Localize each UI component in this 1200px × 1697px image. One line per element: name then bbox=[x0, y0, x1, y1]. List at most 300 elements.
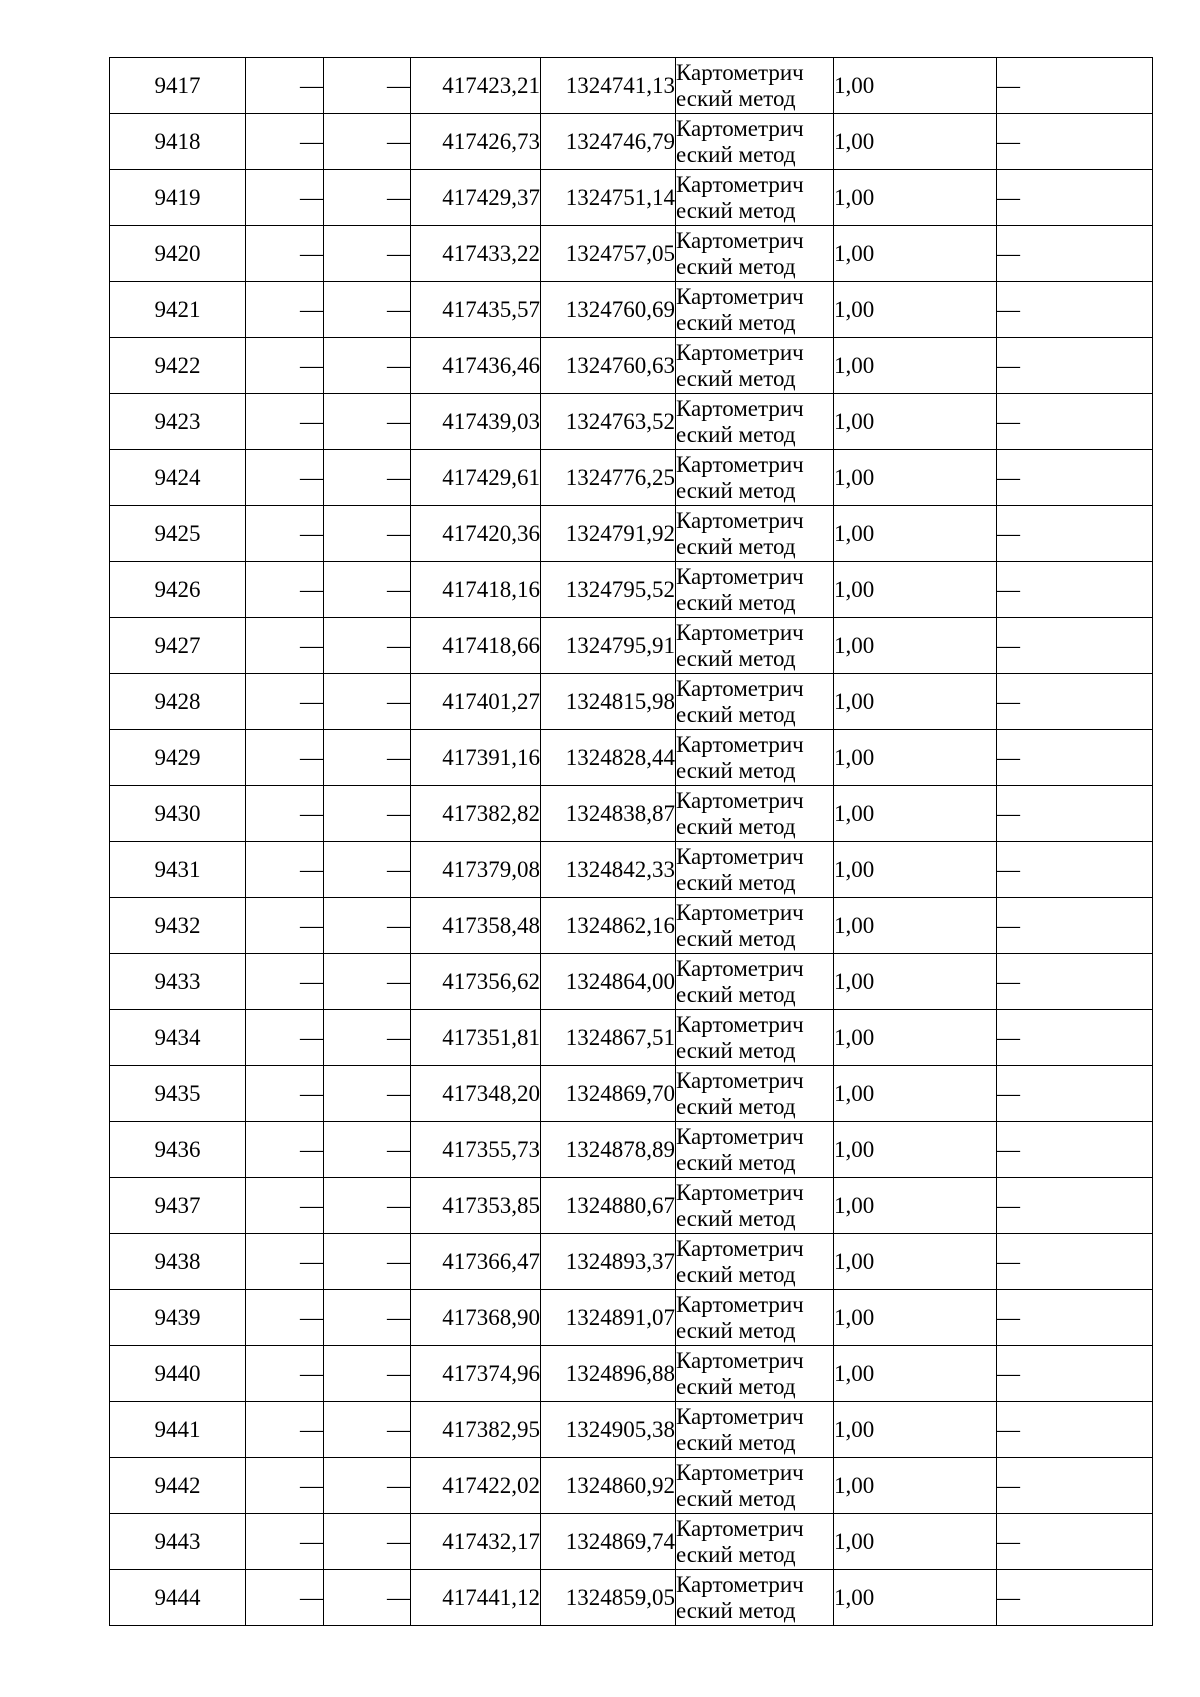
accuracy-cell: 1,00 bbox=[834, 1234, 997, 1290]
empty-column-2-cell: — bbox=[246, 226, 324, 282]
empty-column-2-cell: — bbox=[246, 1122, 324, 1178]
empty-column-3-cell: — bbox=[324, 338, 411, 394]
point-number-cell: 9431 bbox=[110, 842, 246, 898]
method-text-line: еский метод bbox=[676, 645, 796, 671]
empty-column-3-cell: — bbox=[324, 786, 411, 842]
method-text-line: Картометрич bbox=[676, 1572, 804, 1598]
empty-column-3-cell: — bbox=[324, 114, 411, 170]
table-row bbox=[110, 1122, 1153, 1178]
empty-column-3-cell: — bbox=[324, 1122, 411, 1178]
empty-column-3-cell: — bbox=[324, 58, 411, 114]
method-cell bbox=[676, 1178, 834, 1234]
accuracy-cell: 1,00 bbox=[834, 58, 997, 114]
empty-column-2-cell: — bbox=[246, 338, 324, 394]
method-cell bbox=[676, 1346, 834, 1402]
coordinate-x-cell: 417374,96 bbox=[411, 1346, 541, 1402]
method-cell bbox=[676, 1402, 834, 1458]
empty-column-3-cell: — bbox=[324, 1514, 411, 1570]
method-text-line: еский метод bbox=[676, 533, 796, 559]
method-text-line: Картометрич bbox=[676, 1348, 804, 1374]
note-cell: — bbox=[997, 618, 1153, 674]
table-row bbox=[110, 562, 1153, 618]
empty-column-2-cell: — bbox=[246, 1458, 324, 1514]
note-cell: — bbox=[997, 450, 1153, 506]
empty-column-3-cell: — bbox=[324, 1178, 411, 1234]
coordinate-x-cell: 417353,85 bbox=[411, 1178, 541, 1234]
method-text-line: еский метод bbox=[676, 1261, 796, 1287]
point-number-cell: 9428 bbox=[110, 674, 246, 730]
method-text-line: Картометрич bbox=[676, 620, 804, 646]
method-text-line: еский метод bbox=[676, 869, 796, 895]
empty-column-3-cell: — bbox=[324, 842, 411, 898]
table-row bbox=[110, 1514, 1153, 1570]
method-text-line: еский метод bbox=[676, 1093, 796, 1119]
coordinate-x-cell: 417418,16 bbox=[411, 562, 541, 618]
empty-column-3-cell: — bbox=[324, 1010, 411, 1066]
note-cell: — bbox=[997, 730, 1153, 786]
point-number-cell: 9443 bbox=[110, 1514, 246, 1570]
table-row bbox=[110, 1570, 1153, 1626]
method-text-line: Картометрич bbox=[676, 60, 804, 86]
empty-column-3-cell: — bbox=[324, 450, 411, 506]
coordinate-y-cell: 1324746,79 bbox=[541, 114, 676, 170]
method-text-line: еский метод bbox=[676, 253, 796, 279]
coordinate-x-cell: 417382,95 bbox=[411, 1402, 541, 1458]
coordinate-x-cell: 417382,82 bbox=[411, 786, 541, 842]
coordinate-y-cell: 1324757,05 bbox=[541, 226, 676, 282]
method-text-line: Картометрич bbox=[676, 676, 804, 702]
note-cell: — bbox=[997, 1346, 1153, 1402]
method-text-line: Картометрич bbox=[676, 1236, 804, 1262]
coordinate-y-cell: 1324891,07 bbox=[541, 1290, 676, 1346]
table-row bbox=[110, 954, 1153, 1010]
accuracy-cell: 1,00 bbox=[834, 394, 997, 450]
method-cell bbox=[676, 114, 834, 170]
empty-column-2-cell: — bbox=[246, 1514, 324, 1570]
empty-column-2-cell: — bbox=[246, 954, 324, 1010]
table-row bbox=[110, 114, 1153, 170]
empty-column-3-cell: — bbox=[324, 1570, 411, 1626]
accuracy-cell: 1,00 bbox=[834, 730, 997, 786]
accuracy-cell: 1,00 bbox=[834, 338, 997, 394]
method-text-line: Картометрич bbox=[676, 844, 804, 870]
coordinate-x-cell: 417439,03 bbox=[411, 394, 541, 450]
method-text-line: Картометрич bbox=[676, 1068, 804, 1094]
empty-column-3-cell: — bbox=[324, 170, 411, 226]
empty-column-3-cell: — bbox=[324, 1458, 411, 1514]
note-cell: — bbox=[997, 1066, 1153, 1122]
note-cell: — bbox=[997, 394, 1153, 450]
method-cell bbox=[676, 1234, 834, 1290]
method-text-line: Картометрич bbox=[676, 956, 804, 982]
coordinate-y-cell: 1324862,16 bbox=[541, 898, 676, 954]
table-row bbox=[110, 1290, 1153, 1346]
point-number-cell: 9426 bbox=[110, 562, 246, 618]
method-text-line: Картометрич bbox=[676, 508, 804, 534]
note-cell: — bbox=[997, 1402, 1153, 1458]
coordinate-y-cell: 1324828,44 bbox=[541, 730, 676, 786]
point-number-cell: 9423 bbox=[110, 394, 246, 450]
coordinate-y-cell: 1324893,37 bbox=[541, 1234, 676, 1290]
coordinate-x-cell: 417426,73 bbox=[411, 114, 541, 170]
method-cell bbox=[676, 282, 834, 338]
note-cell: — bbox=[997, 1514, 1153, 1570]
coordinate-y-cell: 1324880,67 bbox=[541, 1178, 676, 1234]
method-cell bbox=[676, 562, 834, 618]
coordinate-y-cell: 1324795,52 bbox=[541, 562, 676, 618]
table-row bbox=[110, 394, 1153, 450]
accuracy-cell: 1,00 bbox=[834, 954, 997, 1010]
point-number-cell: 9438 bbox=[110, 1234, 246, 1290]
note-cell: — bbox=[997, 674, 1153, 730]
note-cell: — bbox=[997, 506, 1153, 562]
accuracy-cell: 1,00 bbox=[834, 1570, 997, 1626]
method-text-line: еский метод bbox=[676, 1205, 796, 1231]
table-row bbox=[110, 786, 1153, 842]
coordinate-y-cell: 1324741,13 bbox=[541, 58, 676, 114]
coordinate-x-cell: 417433,22 bbox=[411, 226, 541, 282]
empty-column-2-cell: — bbox=[246, 730, 324, 786]
method-text-line: еский метод bbox=[676, 141, 796, 167]
point-number-cell: 9429 bbox=[110, 730, 246, 786]
table-row bbox=[110, 898, 1153, 954]
accuracy-cell: 1,00 bbox=[834, 226, 997, 282]
table-row bbox=[110, 506, 1153, 562]
accuracy-cell: 1,00 bbox=[834, 282, 997, 338]
table-row bbox=[110, 170, 1153, 226]
coordinate-y-cell: 1324864,00 bbox=[541, 954, 676, 1010]
method-cell bbox=[676, 954, 834, 1010]
table-row bbox=[110, 618, 1153, 674]
empty-column-3-cell: — bbox=[324, 730, 411, 786]
method-cell bbox=[676, 842, 834, 898]
method-cell bbox=[676, 506, 834, 562]
note-cell: — bbox=[997, 898, 1153, 954]
method-text-line: Картометрич bbox=[676, 1404, 804, 1430]
method-text-line: Картометрич bbox=[676, 564, 804, 590]
method-text-line: Картометрич bbox=[676, 1012, 804, 1038]
accuracy-cell: 1,00 bbox=[834, 1066, 997, 1122]
empty-column-2-cell: — bbox=[246, 786, 324, 842]
table-row bbox=[110, 1402, 1153, 1458]
note-cell: — bbox=[997, 114, 1153, 170]
method-text-line: еский метод bbox=[676, 1037, 796, 1063]
accuracy-cell: 1,00 bbox=[834, 450, 997, 506]
empty-column-2-cell: — bbox=[246, 394, 324, 450]
method-cell bbox=[676, 450, 834, 506]
method-text-line: Картометрич bbox=[676, 788, 804, 814]
point-number-cell: 9421 bbox=[110, 282, 246, 338]
empty-column-3-cell: — bbox=[324, 954, 411, 1010]
method-text-line: Картометрич bbox=[676, 396, 804, 422]
coordinate-x-cell: 417356,62 bbox=[411, 954, 541, 1010]
accuracy-cell: 1,00 bbox=[834, 562, 997, 618]
empty-column-2-cell: — bbox=[246, 58, 324, 114]
method-cell bbox=[676, 394, 834, 450]
method-cell bbox=[676, 786, 834, 842]
method-text-line: еский метод bbox=[676, 757, 796, 783]
empty-column-3-cell: — bbox=[324, 1234, 411, 1290]
empty-column-2-cell: — bbox=[246, 1178, 324, 1234]
table-row bbox=[110, 1458, 1153, 1514]
accuracy-cell: 1,00 bbox=[834, 506, 997, 562]
coordinate-x-cell: 417423,21 bbox=[411, 58, 541, 114]
accuracy-cell: 1,00 bbox=[834, 1458, 997, 1514]
empty-column-3-cell: — bbox=[324, 282, 411, 338]
note-cell: — bbox=[997, 1234, 1153, 1290]
method-text-line: Картометрич bbox=[676, 284, 804, 310]
coordinate-x-cell: 417379,08 bbox=[411, 842, 541, 898]
method-cell bbox=[676, 1570, 834, 1626]
accuracy-cell: 1,00 bbox=[834, 1122, 997, 1178]
method-cell bbox=[676, 1458, 834, 1514]
empty-column-2-cell: — bbox=[246, 898, 324, 954]
coordinate-y-cell: 1324760,69 bbox=[541, 282, 676, 338]
coordinate-x-cell: 417358,48 bbox=[411, 898, 541, 954]
note-cell: — bbox=[997, 58, 1153, 114]
note-cell: — bbox=[997, 1122, 1153, 1178]
point-number-cell: 9436 bbox=[110, 1122, 246, 1178]
accuracy-cell: 1,00 bbox=[834, 1346, 997, 1402]
empty-column-2-cell: — bbox=[246, 1234, 324, 1290]
note-cell: — bbox=[997, 282, 1153, 338]
method-cell bbox=[676, 170, 834, 226]
coordinate-y-cell: 1324776,25 bbox=[541, 450, 676, 506]
coordinate-y-cell: 1324791,92 bbox=[541, 506, 676, 562]
method-cell bbox=[676, 674, 834, 730]
point-number-cell: 9437 bbox=[110, 1178, 246, 1234]
accuracy-cell: 1,00 bbox=[834, 114, 997, 170]
method-text-line: Картометрич bbox=[676, 228, 804, 254]
empty-column-2-cell: — bbox=[246, 506, 324, 562]
accuracy-cell: 1,00 bbox=[834, 170, 997, 226]
point-number-cell: 9418 bbox=[110, 114, 246, 170]
point-number-cell: 9425 bbox=[110, 506, 246, 562]
coordinate-x-cell: 417355,73 bbox=[411, 1122, 541, 1178]
coordinate-x-cell: 417420,36 bbox=[411, 506, 541, 562]
point-number-cell: 9433 bbox=[110, 954, 246, 1010]
accuracy-cell: 1,00 bbox=[834, 1290, 997, 1346]
coordinate-x-cell: 417432,17 bbox=[411, 1514, 541, 1570]
method-text-line: Картометрич bbox=[676, 900, 804, 926]
method-text-line: еский метод bbox=[676, 701, 796, 727]
coordinate-x-cell: 417441,12 bbox=[411, 1570, 541, 1626]
method-cell bbox=[676, 1066, 834, 1122]
coordinate-x-cell: 417418,66 bbox=[411, 618, 541, 674]
point-number-cell: 9420 bbox=[110, 226, 246, 282]
point-number-cell: 9432 bbox=[110, 898, 246, 954]
table-row bbox=[110, 1234, 1153, 1290]
note-cell: — bbox=[997, 338, 1153, 394]
method-text-line: Картометрич bbox=[676, 1460, 804, 1486]
coordinate-y-cell: 1324795,91 bbox=[541, 618, 676, 674]
method-cell bbox=[676, 58, 834, 114]
method-text-line: еский метод bbox=[676, 421, 796, 447]
empty-column-3-cell: — bbox=[324, 1402, 411, 1458]
method-text-line: еский метод bbox=[676, 309, 796, 335]
empty-column-2-cell: — bbox=[246, 450, 324, 506]
method-text-line: еский метод bbox=[676, 477, 796, 503]
coordinate-x-cell: 417436,46 bbox=[411, 338, 541, 394]
accuracy-cell: 1,00 bbox=[834, 786, 997, 842]
empty-column-2-cell: — bbox=[246, 170, 324, 226]
empty-column-2-cell: — bbox=[246, 618, 324, 674]
method-text-line: еский метод bbox=[676, 85, 796, 111]
coordinate-y-cell: 1324763,52 bbox=[541, 394, 676, 450]
table-row bbox=[110, 1010, 1153, 1066]
point-number-cell: 9434 bbox=[110, 1010, 246, 1066]
method-text-line: еский метод bbox=[676, 981, 796, 1007]
method-cell bbox=[676, 730, 834, 786]
method-text-line: еский метод bbox=[676, 365, 796, 391]
method-text-line: еский метод bbox=[676, 1485, 796, 1511]
coordinate-y-cell: 1324867,51 bbox=[541, 1010, 676, 1066]
empty-column-3-cell: — bbox=[324, 506, 411, 562]
table-body bbox=[110, 58, 1153, 1626]
method-text-line: еский метод bbox=[676, 197, 796, 223]
empty-column-3-cell: — bbox=[324, 674, 411, 730]
note-cell: — bbox=[997, 1178, 1153, 1234]
point-number-cell: 9441 bbox=[110, 1402, 246, 1458]
coordinate-y-cell: 1324878,89 bbox=[541, 1122, 676, 1178]
coordinate-y-cell: 1324815,98 bbox=[541, 674, 676, 730]
method-cell bbox=[676, 226, 834, 282]
empty-column-2-cell: — bbox=[246, 1346, 324, 1402]
note-cell: — bbox=[997, 954, 1153, 1010]
empty-column-3-cell: — bbox=[324, 562, 411, 618]
note-cell: — bbox=[997, 1290, 1153, 1346]
method-text-line: Картометрич bbox=[676, 1180, 804, 1206]
method-text-line: еский метод bbox=[676, 1429, 796, 1455]
empty-column-2-cell: — bbox=[246, 1570, 324, 1626]
accuracy-cell: 1,00 bbox=[834, 842, 997, 898]
table-row bbox=[110, 226, 1153, 282]
coordinate-x-cell: 417368,90 bbox=[411, 1290, 541, 1346]
method-text-line: Картометрич bbox=[676, 172, 804, 198]
coordinate-y-cell: 1324842,33 bbox=[541, 842, 676, 898]
empty-column-2-cell: — bbox=[246, 1010, 324, 1066]
empty-column-3-cell: — bbox=[324, 226, 411, 282]
coordinate-y-cell: 1324860,92 bbox=[541, 1458, 676, 1514]
coordinate-y-cell: 1324751,14 bbox=[541, 170, 676, 226]
note-cell: — bbox=[997, 842, 1153, 898]
coordinate-x-cell: 417422,02 bbox=[411, 1458, 541, 1514]
table-row bbox=[110, 1066, 1153, 1122]
empty-column-3-cell: — bbox=[324, 1290, 411, 1346]
coordinate-x-cell: 417391,16 bbox=[411, 730, 541, 786]
method-text-line: Картометрич bbox=[676, 1516, 804, 1542]
coordinate-x-cell: 417429,37 bbox=[411, 170, 541, 226]
coordinate-x-cell: 417429,61 bbox=[411, 450, 541, 506]
method-cell bbox=[676, 1010, 834, 1066]
accuracy-cell: 1,00 bbox=[834, 1010, 997, 1066]
empty-column-2-cell: — bbox=[246, 562, 324, 618]
table-row bbox=[110, 730, 1153, 786]
accuracy-cell: 1,00 bbox=[834, 1514, 997, 1570]
method-text-line: еский метод bbox=[676, 925, 796, 951]
method-text-line: Картометрич bbox=[676, 732, 804, 758]
method-cell bbox=[676, 338, 834, 394]
coordinate-y-cell: 1324838,87 bbox=[541, 786, 676, 842]
note-cell: — bbox=[997, 1458, 1153, 1514]
method-text-line: еский метод bbox=[676, 1373, 796, 1399]
table-row bbox=[110, 1178, 1153, 1234]
accuracy-cell: 1,00 bbox=[834, 674, 997, 730]
method-cell bbox=[676, 898, 834, 954]
note-cell: — bbox=[997, 562, 1153, 618]
method-cell bbox=[676, 618, 834, 674]
method-text-line: еский метод bbox=[676, 1541, 796, 1567]
coordinate-y-cell: 1324859,05 bbox=[541, 1570, 676, 1626]
note-cell: — bbox=[997, 786, 1153, 842]
empty-column-2-cell: — bbox=[246, 114, 324, 170]
empty-column-2-cell: — bbox=[246, 282, 324, 338]
point-number-cell: 9444 bbox=[110, 1570, 246, 1626]
method-text-line: еский метод bbox=[676, 1149, 796, 1175]
empty-column-2-cell: — bbox=[246, 842, 324, 898]
method-text-line: Картометрич bbox=[676, 116, 804, 142]
point-number-cell: 9430 bbox=[110, 786, 246, 842]
method-text-line: еский метод bbox=[676, 1597, 796, 1623]
point-number-cell: 9439 bbox=[110, 1290, 246, 1346]
empty-column-3-cell: — bbox=[324, 1066, 411, 1122]
coordinates-table bbox=[109, 57, 1153, 1626]
point-number-cell: 9419 bbox=[110, 170, 246, 226]
method-cell bbox=[676, 1514, 834, 1570]
table-row bbox=[110, 1346, 1153, 1402]
table-row bbox=[110, 282, 1153, 338]
accuracy-cell: 1,00 bbox=[834, 1178, 997, 1234]
empty-column-2-cell: — bbox=[246, 1402, 324, 1458]
table-row bbox=[110, 58, 1153, 114]
method-text-line: еский метод bbox=[676, 813, 796, 839]
note-cell: — bbox=[997, 226, 1153, 282]
coordinate-x-cell: 417348,20 bbox=[411, 1066, 541, 1122]
point-number-cell: 9427 bbox=[110, 618, 246, 674]
note-cell: — bbox=[997, 1570, 1153, 1626]
method-text-line: Картометрич bbox=[676, 452, 804, 478]
empty-column-3-cell: — bbox=[324, 618, 411, 674]
empty-column-3-cell: — bbox=[324, 1346, 411, 1402]
coordinate-x-cell: 417351,81 bbox=[411, 1010, 541, 1066]
table-row bbox=[110, 450, 1153, 506]
coordinate-y-cell: 1324896,88 bbox=[541, 1346, 676, 1402]
coordinate-y-cell: 1324869,70 bbox=[541, 1066, 676, 1122]
point-number-cell: 9442 bbox=[110, 1458, 246, 1514]
point-number-cell: 9417 bbox=[110, 58, 246, 114]
method-text-line: еский метод bbox=[676, 589, 796, 615]
coordinate-x-cell: 417435,57 bbox=[411, 282, 541, 338]
coordinate-x-cell: 417401,27 bbox=[411, 674, 541, 730]
method-text-line: еский метод bbox=[676, 1317, 796, 1343]
accuracy-cell: 1,00 bbox=[834, 1402, 997, 1458]
method-text-line: Картометрич bbox=[676, 1292, 804, 1318]
method-cell bbox=[676, 1122, 834, 1178]
table-row bbox=[110, 842, 1153, 898]
table-row bbox=[110, 338, 1153, 394]
coordinate-y-cell: 1324760,63 bbox=[541, 338, 676, 394]
point-number-cell: 9424 bbox=[110, 450, 246, 506]
empty-column-3-cell: — bbox=[324, 394, 411, 450]
empty-column-3-cell: — bbox=[324, 898, 411, 954]
point-number-cell: 9435 bbox=[110, 1066, 246, 1122]
empty-column-2-cell: — bbox=[246, 1290, 324, 1346]
table-row bbox=[110, 674, 1153, 730]
coordinate-y-cell: 1324905,38 bbox=[541, 1402, 676, 1458]
point-number-cell: 9422 bbox=[110, 338, 246, 394]
method-text-line: Картометрич bbox=[676, 1124, 804, 1150]
note-cell: — bbox=[997, 170, 1153, 226]
